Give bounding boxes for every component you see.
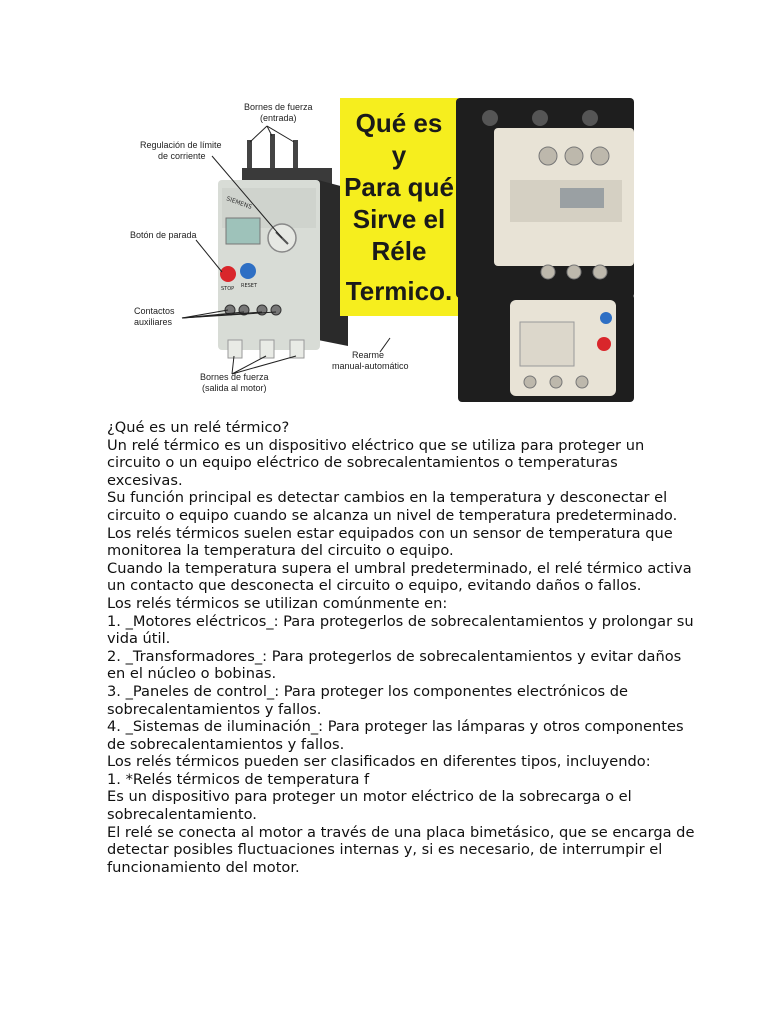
list-item: 1. _Motores eléctricos_: Para protegerlos de sobrecalentamientos y prolongar su vida útil.: [107, 612, 694, 648]
brand-label: SIEMENS: [225, 195, 253, 211]
paragraph: Un relé térmico es un dispositivo eléctrico que se utiliza para proteger un circuito o un equipo eléctrico de sobrecalentamientos o temperaturas excesivas.: [107, 436, 645, 489]
paragraph: Es un dispositivo para proteger un motor eléctrico de la sobrecarga o el sobrecalentamiento.: [107, 788, 632, 824]
paragraph: Los relés térmicos se utilizan comúnmente en:: [107, 594, 448, 612]
label-rearme: Rearme: [352, 350, 385, 360]
banner-line-3: Para qué: [344, 172, 454, 202]
article-text: [107, 419, 697, 876]
list-item: 1. *Relés térmicos de temperatura f: [107, 770, 370, 788]
list-item: 3. _Paneles de control_: Para proteger los componentes electrónicos de sobrecalentamientos y fallos.: [107, 682, 629, 718]
list-item: 2. _Transformadores_: Para protegerlos de sobrecalentamientos y evitar daños en el núcleo o bobinas.: [107, 647, 682, 683]
svg-text:de corriente: de corriente: [158, 151, 206, 161]
banner-line-1: Qué es: [355, 108, 443, 138]
paragraph: Los relés térmicos pueden ser clasificados en diferentes tipos, incluyendo:: [107, 753, 651, 771]
banner-line-6: Termico.: [345, 276, 453, 306]
heading-question: ¿Qué es un relé térmico?: [107, 419, 290, 436]
paragraph: El relé se conecta al motor a través de una placa bimetásico, que se encarga de detectar posibles fluctuaciones internas y, si es necesario, de interrumpir el funcionamiento del motor.: [107, 823, 695, 876]
stop-button-illustration: [220, 266, 236, 282]
reset-button-illustration: [240, 263, 256, 279]
banner-line-4: Sirve el: [352, 204, 446, 234]
svg-text:(entrada): (entrada): [260, 113, 297, 123]
paragraph: Los relés térmicos suelen estar equipados con un sensor de temperatura que monitorea la temperatura del circuito o equipo.: [107, 524, 673, 560]
svg-text:manual-automático: manual-automático: [332, 361, 409, 371]
banner-line-5: Réle: [371, 236, 427, 266]
contactor-illustration: [450, 94, 646, 406]
banner-line-2: y: [391, 140, 407, 170]
label-bornes-salida: Bornes de fuerza: [200, 372, 269, 382]
paragraph: Cuando la temperatura supera el umbral predeterminado, el relé térmico activa un contacto que desconecta el circuito o equipo, evitando daños o fallos.: [107, 559, 692, 595]
label-regulacion: Regulación de límite: [140, 140, 222, 150]
list-item: 4. _Sistemas de iluminación_: Para proteger las lámparas y otros componentes de sobrecalentamientos y fallos.: [107, 718, 684, 753]
svg-text:(salida al motor): (salida al motor): [202, 383, 267, 393]
label-boton-parada: Botón de parada: [130, 230, 197, 240]
label-contactos: Contactos: [134, 306, 175, 316]
title-banner: [340, 98, 458, 316]
paragraph: Su función principal es detectar cambios en la temperatura y desconectar el circuito o equipo cuando se alcanza un nivel de temperatura predeterminado.: [107, 489, 678, 524]
svg-text:auxiliares: auxiliares: [134, 317, 173, 327]
svg-text:RESET: RESET: [241, 283, 258, 289]
label-bornes-entrada: Bornes de fuerza: [244, 102, 313, 112]
relay-figure: [122, 88, 464, 404]
svg-text:STOP: STOP: [221, 286, 235, 292]
